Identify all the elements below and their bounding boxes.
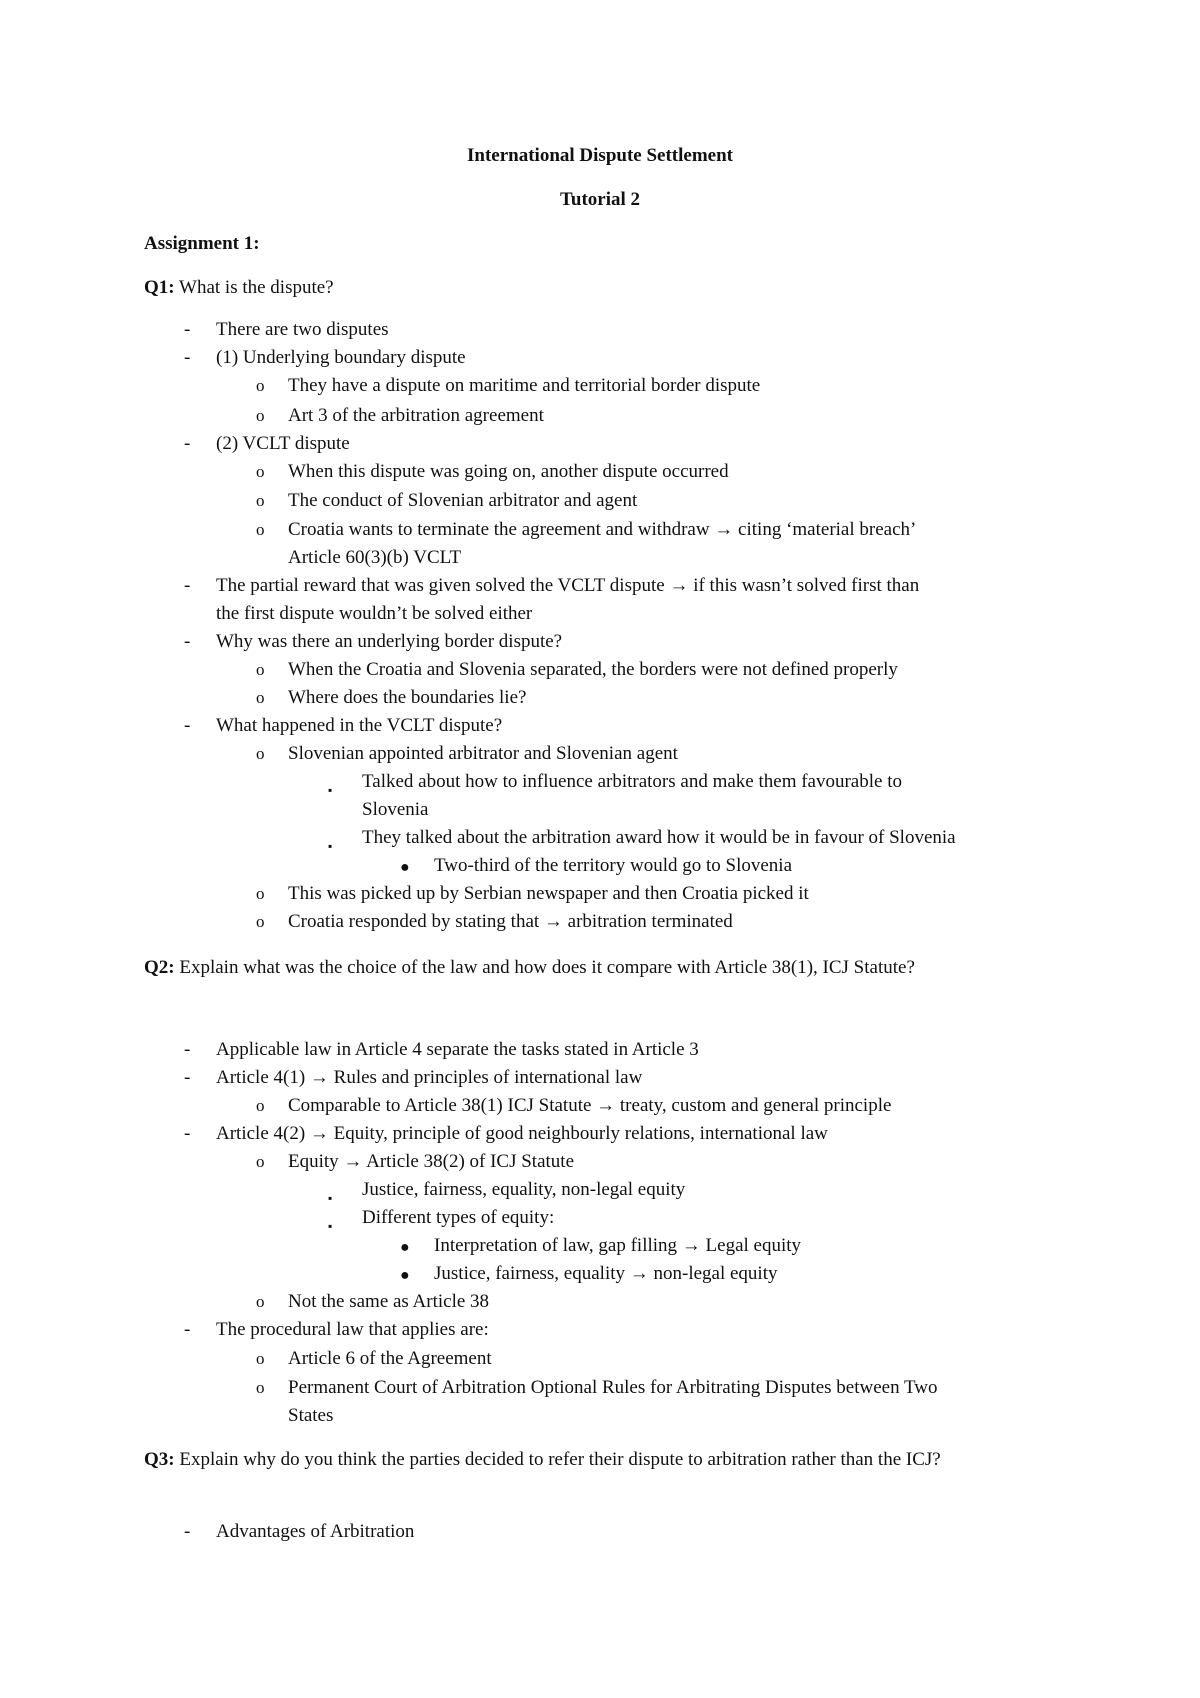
dash-bullet: - — [184, 631, 191, 652]
round-bullet: ● — [400, 1267, 410, 1284]
list-item-text: Croatia responded by stating that → arbitration terminated — [288, 911, 733, 932]
question-3-label: Q3: — [144, 1449, 175, 1470]
circle-bullet: o — [256, 376, 265, 395]
circle-bullet: o — [256, 491, 265, 510]
list-item-text: Permanent Court of Arbitration Optional Rules for Arbitrating Disputes between Two — [288, 1377, 938, 1398]
circle-bullet: o — [256, 1292, 265, 1311]
round-bullet: ● — [400, 859, 410, 876]
circle-bullet: o — [256, 688, 265, 707]
list-item-text: This was picked up by Serbian newspaper and then Croatia picked it — [288, 883, 809, 904]
question-1 — [144, 274, 1024, 302]
list-item-text: Article 4(2) → Equity, principle of good neighbourly relations, international law — [216, 1123, 828, 1144]
list-item-text: Advantages of Arbitration — [216, 1521, 415, 1542]
list-item-text: Article 4(1) → Rules and principles of international law — [216, 1067, 643, 1088]
circle-bullet: o — [256, 660, 265, 679]
list-item-text: The partial reward that was given solved the VCLT dispute → if this wasn’t solved first than — [216, 575, 920, 596]
list-item-text: The conduct of Slovenian arbitrator and agent — [288, 490, 638, 511]
list-item-text: What happened in the VCLT dispute? — [216, 715, 503, 736]
list-item-text: (2) VCLT dispute — [216, 433, 350, 454]
list-item-text: When the Croatia and Slovenia separated, the borders were not defined properly — [288, 659, 898, 680]
list-item-text: They have a dispute on maritime and territorial border dispute — [288, 375, 761, 396]
document-title: International Dispute Settlement — [467, 145, 733, 166]
dash-bullet: - — [184, 1123, 191, 1144]
dash-bullet: - — [184, 1521, 191, 1542]
circle-bullet: o — [256, 1378, 265, 1397]
question-1-text: What is the dispute? — [174, 277, 334, 298]
question-2-label: Q2: — [144, 957, 175, 978]
list-item-text: Talked about how to influence arbitrators and make them favourable to — [362, 771, 902, 792]
list-item-text: Comparable to Article 38(1) ICJ Statute → treaty, custom and general principle — [288, 1095, 892, 1116]
circle-bullet: o — [256, 1096, 265, 1115]
dash-bullet: - — [184, 1067, 191, 1088]
question-2 — [144, 954, 1024, 982]
list-item-text: Applicable law in Article 4 separate the tasks stated in Article 3 — [216, 1039, 699, 1060]
square-bullet: ▪ — [328, 1191, 333, 1205]
list-item-text: Interpretation of law, gap filling → Legal equity — [434, 1235, 802, 1256]
dash-bullet: - — [184, 347, 191, 368]
square-bullet: ▪ — [328, 1219, 333, 1233]
list-item-text: (1) Underlying boundary dispute — [216, 347, 466, 368]
dash-bullet: - — [184, 1319, 191, 1340]
list-item-text: Equity → Article 38(2) of ICJ Statute — [288, 1151, 575, 1172]
circle-bullet: o — [256, 912, 265, 931]
list-item-text: Justice, fairness, equality → non-legal equity — [434, 1263, 778, 1284]
circle-bullet: o — [256, 520, 265, 539]
question-2-text: Explain what was the choice of the law and how does it compare with Article 38(1), ICJ Statute? — [174, 957, 915, 978]
dash-bullet: - — [184, 319, 191, 340]
list-item-text: There are two disputes — [216, 319, 389, 340]
question-3 — [144, 1446, 1024, 1474]
list-item-text: Art 3 of the arbitration agreement — [288, 405, 544, 426]
list-item-text: The procedural law that applies are: — [216, 1319, 489, 1340]
list-item-continuation: Article 60(3)(b) VCLT — [288, 547, 462, 568]
list-item-text: Article 6 of the Agreement — [288, 1348, 492, 1369]
circle-bullet: o — [256, 1152, 265, 1171]
list-item-text: Slovenian appointed arbitrator and Slovenian agent — [288, 743, 678, 764]
list-item-text: Not the same as Article 38 — [288, 1291, 490, 1312]
circle-bullet: o — [256, 462, 265, 481]
dash-bullet: - — [184, 433, 191, 454]
list-item-text: Where does the boundaries lie? — [288, 687, 527, 708]
assignment-heading: Assignment 1: — [144, 233, 260, 254]
dash-bullet: - — [184, 575, 191, 596]
round-bullet: ● — [400, 1239, 410, 1256]
dash-bullet: - — [184, 1039, 191, 1060]
square-bullet: ▪ — [328, 783, 333, 797]
circle-bullet: o — [256, 1349, 265, 1368]
question-1-label: Q1: — [144, 277, 175, 298]
list-item-text: Why was there an underlying border dispute? — [216, 631, 563, 652]
list-item-text: When this dispute was going on, another dispute occurred — [288, 461, 729, 482]
list-item-text: Justice, fairness, equality, non-legal equity — [362, 1179, 686, 1200]
circle-bullet: o — [256, 744, 265, 763]
document-subtitle: Tutorial 2 — [559, 189, 641, 210]
list-item-continuation: the first dispute wouldn’t be solved either — [216, 603, 533, 624]
dash-bullet: - — [184, 715, 191, 736]
list-item-text: Two-third of the territory would go to Slovenia — [434, 855, 793, 876]
list-item-continuation: States — [288, 1405, 334, 1426]
list-item-text: They talked about the arbitration award how it would be in favour of Slovenia — [362, 827, 956, 848]
square-bullet: ▪ — [328, 839, 333, 853]
circle-bullet: o — [256, 884, 265, 903]
list-item-text: Different types of equity: — [362, 1207, 555, 1228]
list-item-text: Croatia wants to terminate the agreement and withdraw → citing ‘material breach’ — [288, 519, 917, 540]
list-item-continuation: Slovenia — [362, 799, 429, 820]
question-3-text: Explain why do you think the parties decided to refer their dispute to arbitration rather than the ICJ? — [174, 1449, 941, 1470]
circle-bullet: o — [256, 406, 265, 425]
